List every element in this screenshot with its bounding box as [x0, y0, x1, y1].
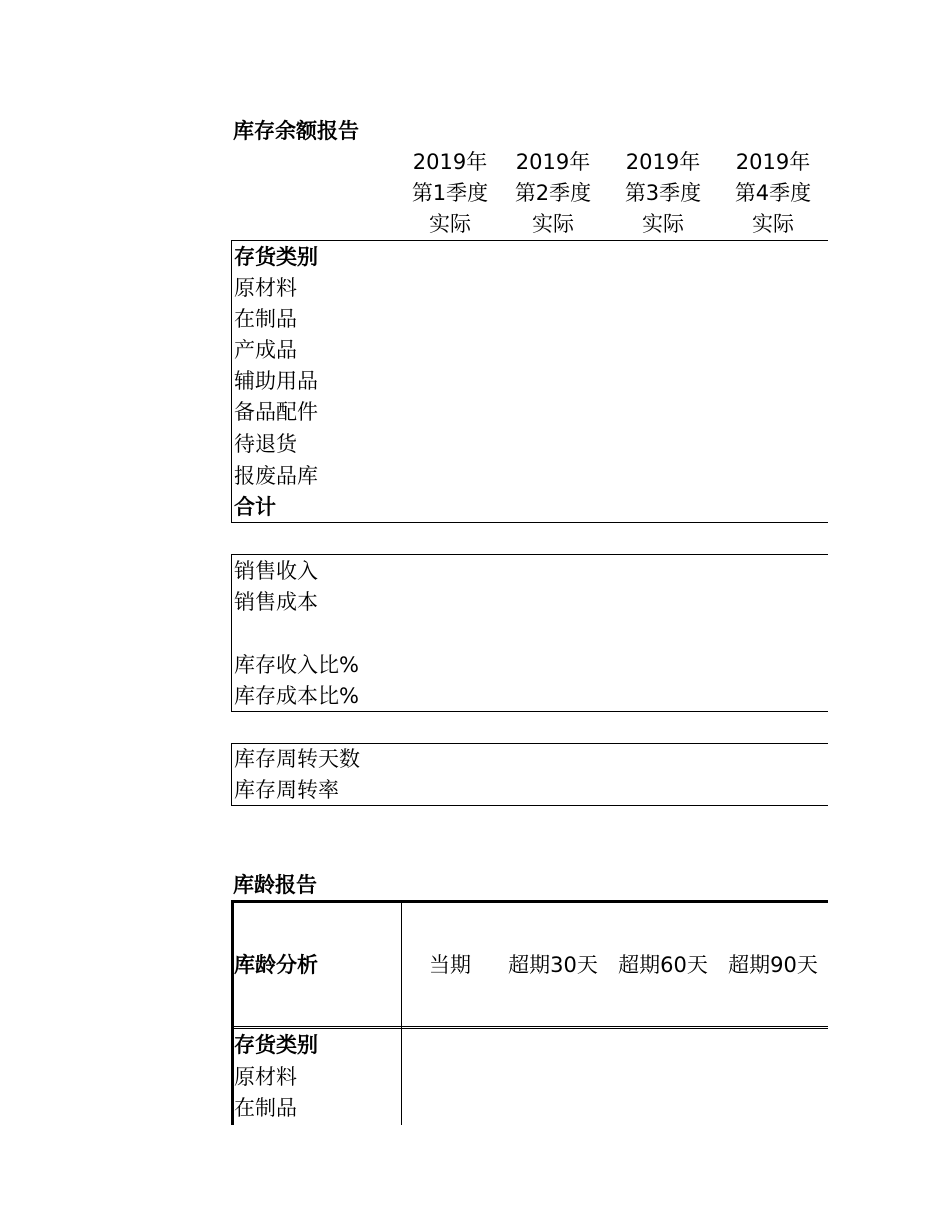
- category-row: 待退货: [234, 432, 297, 456]
- aging-column-divider: [401, 902, 402, 1125]
- aging-header-label: 库龄分析: [234, 953, 318, 977]
- total-row: 合计: [234, 495, 276, 519]
- col1-quarter: 第1季度: [411, 181, 489, 205]
- sales-cost-label: 销售成本: [234, 590, 318, 614]
- category-block-top-border: [231, 240, 828, 241]
- inventory-report-title: 库存余额报告: [233, 119, 359, 143]
- aging-header-top-border: [231, 900, 828, 903]
- category-row: 原材料: [234, 276, 297, 300]
- col4-type: 实际: [752, 212, 794, 236]
- aging-category-row: 在制品: [234, 1096, 297, 1120]
- sales-block-left-border: [231, 554, 232, 712]
- aging-category-row: 原材料: [234, 1065, 297, 1089]
- turnover-rate-label: 库存周转率: [234, 778, 339, 802]
- col1-year: 2019年: [412, 150, 488, 174]
- inventory-cost-ratio-label: 库存成本比%: [234, 684, 359, 708]
- col3-year: 2019年: [625, 150, 701, 174]
- category-block-left-border: [231, 240, 232, 523]
- col3-type: 实际: [642, 212, 684, 236]
- category-row: 备品配件: [234, 400, 318, 424]
- sales-revenue-label: 销售收入: [234, 559, 318, 583]
- category-row: 在制品: [234, 307, 297, 331]
- col2-type: 实际: [532, 212, 574, 236]
- turnover-block-left-border: [231, 743, 232, 806]
- col4-quarter: 第4季度: [734, 181, 812, 205]
- category-header: 存货类别: [234, 245, 318, 269]
- col3-quarter: 第3季度: [624, 181, 702, 205]
- inventory-revenue-ratio-label: 库存收入比%: [234, 653, 359, 677]
- sales-block-top-border: [231, 554, 828, 555]
- category-row: 报废品库: [234, 464, 318, 488]
- col4-year: 2019年: [735, 150, 811, 174]
- aging-col-90: 超期90天: [728, 953, 818, 977]
- aging-header-double-border: [233, 1026, 828, 1029]
- aging-col-current: 当期: [429, 953, 471, 977]
- category-block-bottom-border: [231, 522, 828, 523]
- category-row: 产成品: [234, 338, 297, 362]
- col2-quarter: 第2季度: [514, 181, 592, 205]
- category-row: 辅助用品: [234, 369, 318, 393]
- turnover-days-label: 库存周转天数: [234, 747, 360, 771]
- aging-report-title: 库龄报告: [233, 873, 317, 897]
- col1-type: 实际: [429, 212, 471, 236]
- aging-col-30: 超期30天: [508, 953, 598, 977]
- col2-year: 2019年: [515, 150, 591, 174]
- aging-col-60: 超期60天: [618, 953, 708, 977]
- aging-category-header: 存货类别: [234, 1033, 318, 1057]
